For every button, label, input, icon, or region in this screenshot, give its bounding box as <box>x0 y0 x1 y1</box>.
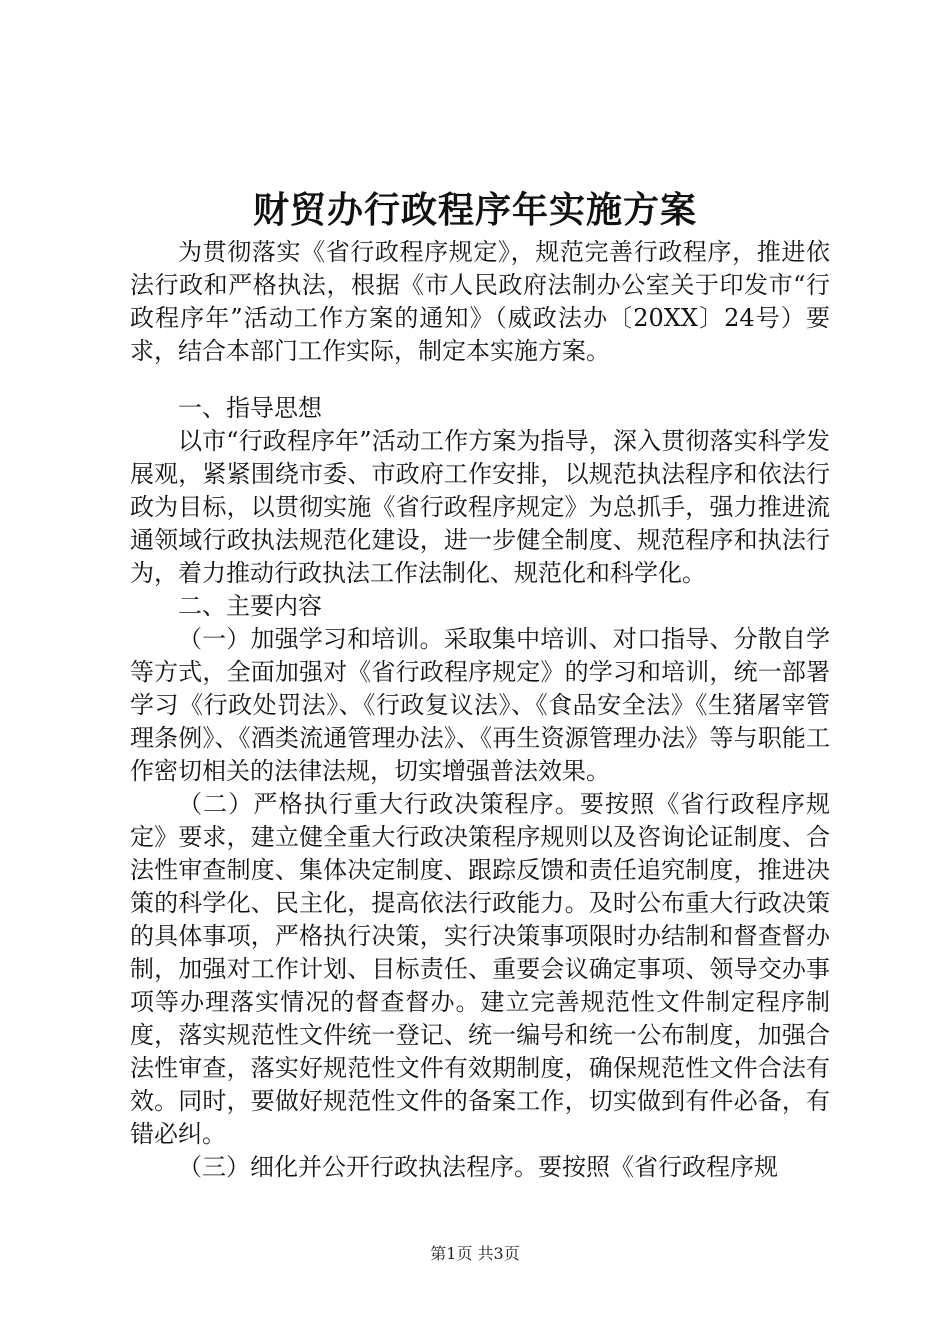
document-body <box>130 236 830 1184</box>
section-heading-main-content: 二、主要内容 <box>178 592 322 620</box>
main-content-item-1: （一）加强学习和培训。采取集中培训、对口指导、分散自学等方式，全面加强对《省行政程序规定》的学习和培训，统一部署学习《行政处罚法》、《行政复议法》、《食品安全法》《生猪屠宰管理条例》、《酒类流通管理办法》、《再生资源管理办法》等与职能工作密切相关的法律法规，切实增强普法效果。 <box>130 625 830 785</box>
main-content-item-3: （三）细化并公开行政执法程序。要按照《省行政程序规 <box>178 1153 778 1181</box>
main-content-item-2: （二）严格执行重大行政决策程序。要按照《省行政程序规定》要求，建立健全重大行政决策程序规则以及咨询论证制度、合法性审查制度、集体决定制度、跟踪反馈和责任追究制度，推进决策的科学化、民主化，提高依法行政能力。及时公布重大行政决策的具体事项，严格执行决策，实行决策事项限时办结制和督查督办制，加强对工作计划、目标责任、重要会议确定事项、领导交办事项等办理落实情况的督查督办。建立完善规范性文件制定程序制度，落实规范性文件统一登记、统一编号和统一公布制度，加强合法性审查，落实好规范性文件有效期制度，确保规范性文件合法有效。同时，要做好规范性文件的备案工作，切实做到有件必备，有错必纠。 <box>130 790 830 1148</box>
paragraph-spacer <box>130 368 830 392</box>
page-number-footer: 第1页 共3页 <box>430 1244 520 1263</box>
section-heading-guiding-ideology: 一、指导思想 <box>178 394 322 422</box>
intro-paragraph: 为贯彻落实《省行政程序规定》，规范完善行政程序，推进依法行政和严格执法，根据《市人民政府法制办公室关于印发市“行政程序年”活动工作方案的通知》（威政法办〔20XX〕24号）要求，结合本部门工作实际，制定本实施方案。 <box>130 238 830 365</box>
guiding-ideology-paragraph: 以市“行政程序年”活动工作方案为指导，深入贯彻落实科学发展观，紧紧围绕市委、市政府工作安排，以规范执法程序和依法行政为目标，以贯彻实施《省行政程序规定》为总抓手，强力推进流通领域行政执法规范化建设，进一步健全制度、规范程序和执法行为，着力推动行政执法工作法制化、规范化和科学化。 <box>130 427 830 587</box>
document-title: 财贸办行政程序年实施方案 <box>252 189 697 231</box>
